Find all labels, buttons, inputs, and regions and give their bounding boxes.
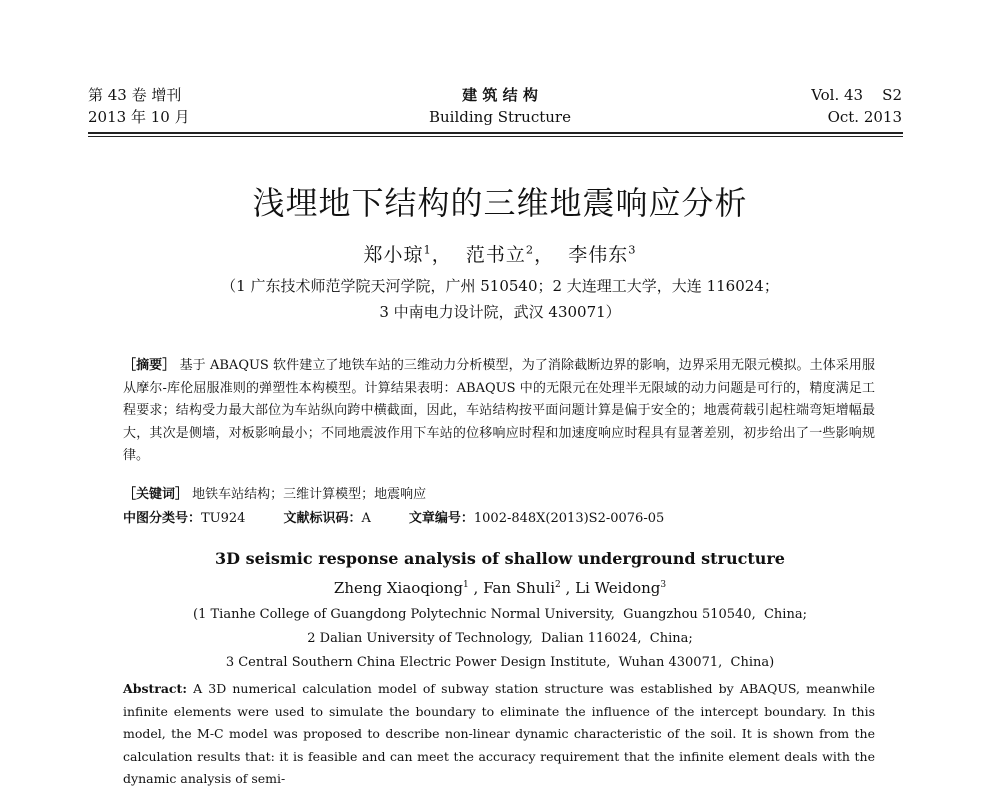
header-rule-thick <box>88 132 903 134</box>
author-list-zh <box>0 243 1000 267</box>
affiliation-en-line3: 3 Central Southern China Electric Power Design Institute, Wuhan 430071, China) <box>225 655 775 670</box>
author-affil-sup-en: 1 <box>463 580 469 590</box>
paper-title-en: 3D seismic response analysis of shallow underground structure <box>215 549 785 568</box>
keywords-zh-label: ［关键词］ <box>123 487 189 502</box>
author-affil-sup: 2 <box>525 242 535 257</box>
keywords-zh-text: 地铁车站结构；三维计算模型；地震响应 <box>192 487 427 502</box>
abstract-en-label: Abstract: <box>123 681 187 696</box>
author-sep: ， <box>431 244 466 266</box>
keywords-zh <box>123 486 426 504</box>
author-sep: ， <box>534 244 569 266</box>
author-affil-sup: 1 <box>423 242 432 257</box>
header-rule-thin <box>88 136 903 137</box>
abstract-zh-text: 基于 ABAQUS 软件建立了地铁车站的三维动力分析模型，为了消除截断边界的影响，边界采用无限元模拟。土体采用服从摩尔-库伦屈服准则的弹塑性本构模型。计算结果表明：ABAQUS 中的无限元在处理半无限域的动力问题是可行的，精度满足工程要求；结构受力最大部位为车站纵向跨中横截面，因此，车站结构按平面问题计算是偏于安全的；地震荷载引起柱端弯矩增幅最大，其次是侧墙，对板影响最小；不同地震波作用下车站的位移响应时程和加速度响应时程具有显著差别，初步给出了一些影响规律。 <box>123 358 875 463</box>
author-affil-sup-en: 2 <box>555 580 561 590</box>
author-list-en <box>0 578 1000 598</box>
classification-line <box>123 510 664 528</box>
article-no-label: 文章编号： <box>408 511 474 526</box>
abstract-zh-label: ［摘要］ <box>123 358 176 373</box>
author-name-en: Zheng Xiaoqiong <box>333 579 464 597</box>
journal-date: 2013 年 10 月 <box>88 108 190 126</box>
clc-label: 中图分类号： <box>123 511 202 526</box>
affiliation-zh-line1: （1 广东技术师范学院天河学院，广州 510540；2 大连理工大学，大连 116024； <box>221 277 779 295</box>
article-no-value: 1002-848X(2013)S2-0076-05 <box>473 511 665 526</box>
author-name: 郑小琼 <box>363 244 424 266</box>
paper-title-zh: 浅埋地下结构的三维地震响应分析 <box>252 184 748 222</box>
abstract-en <box>123 678 875 791</box>
author-affil-sup-en: 3 <box>660 580 667 590</box>
author-sep-en: , <box>560 579 576 597</box>
clc-value: TU924 <box>201 511 246 526</box>
author-name-en: Li Weidong <box>575 579 661 597</box>
journal-name-en: Building Structure <box>429 108 571 126</box>
doc-code-value: A <box>361 511 371 526</box>
doc-code-label: 文献标识码： <box>283 511 362 526</box>
journal-volume: 第 43 卷 增刊 <box>88 86 182 104</box>
author-name: 李伟东 <box>568 244 629 266</box>
affiliation-en-line1: (1 Tianhe College of Guangdong Polytechnic Normal University, Guangzhou 510540, China; <box>193 607 807 622</box>
abstract-zh <box>123 355 875 468</box>
author-affil-sup: 3 <box>628 242 637 257</box>
journal-date-en: Oct. 2013 <box>827 108 902 126</box>
affiliation-zh-line2: 3 中南电力设计院，武汉 430071） <box>379 303 621 321</box>
journal-vol-en: Vol. 43 S2 <box>811 86 902 104</box>
author-sep-en: , <box>468 579 484 597</box>
affiliation-en-line2: 2 Dalian University of Technology, Dalian 116024, China; <box>307 631 693 646</box>
journal-name-zh: 建 筑 结 构 <box>462 86 538 104</box>
author-name: 范书立 <box>465 244 526 266</box>
author-name-en: Fan Shuli <box>483 579 556 597</box>
abstract-en-text: A 3D numerical calculation model of subway station structure was established by ABAQUS, meanwhile infinite elements were used to simulate the boundary to eliminate the influence of the intercept boundary. In this model, the M-C model was proposed to describe non-linear dynamic characteristic of the soil. It is shown from the calculation results that: it is feasible and can meet the accuracy requirement that the infinite element deals with the dynamic analysis of semi- <box>123 681 875 786</box>
